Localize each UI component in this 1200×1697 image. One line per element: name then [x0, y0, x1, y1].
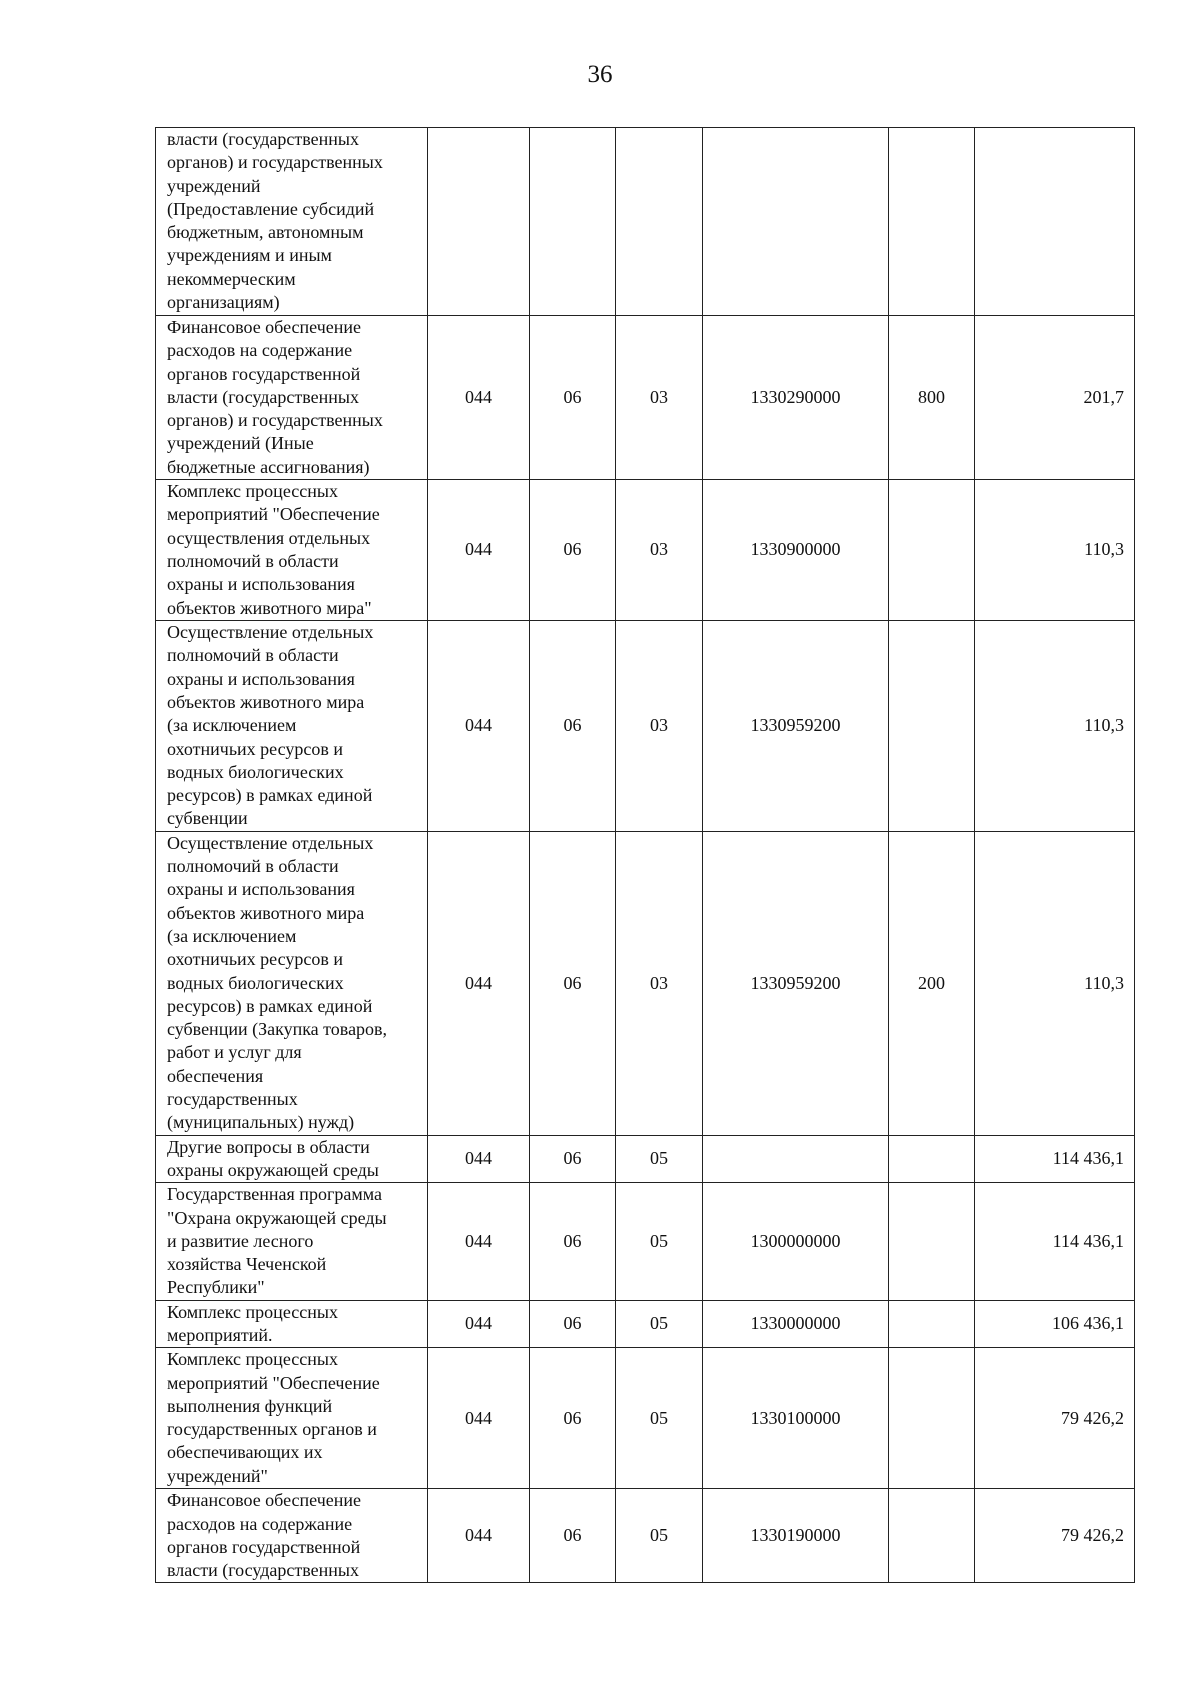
section-cell: 06 — [530, 621, 616, 832]
grbs-cell: 044 — [428, 316, 530, 480]
subsection-cell: 05 — [616, 1300, 703, 1348]
table-row — [156, 128, 1135, 316]
grbs-cell: 044 — [428, 1348, 530, 1489]
grbs-cell — [428, 128, 530, 316]
section-cell: 06 — [530, 1489, 616, 1583]
target-article-cell: 1300000000 — [703, 1183, 889, 1300]
section-cell: 06 — [530, 831, 616, 1135]
table-row — [156, 480, 1135, 621]
target-article-cell: 1330290000 — [703, 316, 889, 480]
subsection-cell: 05 — [616, 1348, 703, 1489]
subsection-cell: 05 — [616, 1183, 703, 1300]
table-row — [156, 1489, 1135, 1583]
table-row — [156, 1300, 1135, 1348]
target-article-cell: 1330959200 — [703, 621, 889, 832]
amount-cell: 79 426,2 — [975, 1348, 1135, 1489]
amount-cell: 106 436,1 — [975, 1300, 1135, 1348]
subsection-cell: 03 — [616, 316, 703, 480]
row-name-cell: Государственная программа "Охрана окружающей среды и развитие лесного хозяйства Чеченской Республики" — [156, 1183, 428, 1300]
expense-type-cell — [889, 480, 975, 621]
table-row — [156, 1348, 1135, 1489]
amount-cell: 201,7 — [975, 316, 1135, 480]
subsection-cell: 03 — [616, 480, 703, 621]
grbs-cell: 044 — [428, 1489, 530, 1583]
section-cell: 06 — [530, 316, 616, 480]
page-number: 36 — [587, 61, 613, 88]
expense-type-cell — [889, 1348, 975, 1489]
section-cell: 06 — [530, 1348, 616, 1489]
subsection-cell: 03 — [616, 831, 703, 1135]
row-name-cell: Осуществление отдельных полномочий в области охраны и использования объектов животного мира (за исключением охотничьих ресурсов и водных биологических ресурсов) в рамках единой субвенции — [156, 621, 428, 832]
target-article-cell: 1330000000 — [703, 1300, 889, 1348]
amount-cell: 110,3 — [975, 480, 1135, 621]
amount-cell: 110,3 — [975, 831, 1135, 1135]
budget-table — [155, 127, 1135, 1583]
subsection-cell: 05 — [616, 1489, 703, 1583]
expense-type-cell: 800 — [889, 316, 975, 480]
expense-type-cell — [889, 1489, 975, 1583]
grbs-cell: 044 — [428, 480, 530, 621]
amount-cell: 114 436,1 — [975, 1135, 1135, 1183]
table-row — [156, 621, 1135, 832]
section-cell: 06 — [530, 1300, 616, 1348]
grbs-cell: 044 — [428, 1183, 530, 1300]
subsection-cell: 05 — [616, 1135, 703, 1183]
expense-type-cell: 200 — [889, 831, 975, 1135]
target-article-cell: 1330100000 — [703, 1348, 889, 1489]
subsection-cell: 03 — [616, 621, 703, 832]
row-name-cell: Комплекс процессных мероприятий. — [156, 1300, 428, 1348]
subsection-cell — [616, 128, 703, 316]
amount-cell: 79 426,2 — [975, 1489, 1135, 1583]
grbs-cell: 044 — [428, 1300, 530, 1348]
row-name-cell: Финансовое обеспечение расходов на содержание органов государственной власти (государственных органов) и государственных учреждений (Иные бюджетные ассигнования) — [156, 316, 428, 480]
grbs-cell: 044 — [428, 621, 530, 832]
grbs-cell: 044 — [428, 1135, 530, 1183]
section-cell: 06 — [530, 480, 616, 621]
section-cell: 06 — [530, 1135, 616, 1183]
section-cell — [530, 128, 616, 316]
target-article-cell: 1330959200 — [703, 831, 889, 1135]
section-cell: 06 — [530, 1183, 616, 1300]
table-row — [156, 316, 1135, 480]
target-article-cell: 1330190000 — [703, 1489, 889, 1583]
amount-cell: 110,3 — [975, 621, 1135, 832]
amount-cell — [975, 128, 1135, 316]
row-name-cell: Осуществление отдельных полномочий в области охраны и использования объектов животного мира (за исключением охотничьих ресурсов и водных биологических ресурсов) в рамках единой субвенции (Закупка товаров, работ и услуг для обеспечения государственных (муниципальных) нужд) — [156, 831, 428, 1135]
row-name-cell: Финансовое обеспечение расходов на содержание органов государственной власти (государственных — [156, 1489, 428, 1583]
expense-type-cell — [889, 128, 975, 316]
target-article-cell: 1330900000 — [703, 480, 889, 621]
table-row — [156, 831, 1135, 1135]
row-name-cell: Комплекс процессных мероприятий "Обеспечение выполнения функций государственных органов и обеспечивающих их учреждений" — [156, 1348, 428, 1489]
table-row — [156, 1135, 1135, 1183]
expense-type-cell — [889, 1300, 975, 1348]
amount-cell: 114 436,1 — [975, 1183, 1135, 1300]
expense-type-cell — [889, 1183, 975, 1300]
grbs-cell: 044 — [428, 831, 530, 1135]
table-row — [156, 1183, 1135, 1300]
target-article-cell — [703, 1135, 889, 1183]
target-article-cell — [703, 128, 889, 316]
row-name-cell: Другие вопросы в области охраны окружающей среды — [156, 1135, 428, 1183]
row-name-cell: власти (государственных органов) и государственных учреждений (Предоставление субсидий бюджетным, автономным учреждениям и иным некоммерческим организациям) — [156, 128, 428, 316]
row-name-cell: Комплекс процессных мероприятий "Обеспечение осуществления отдельных полномочий в области охраны и использования объектов животного мира" — [156, 480, 428, 621]
expense-type-cell — [889, 1135, 975, 1183]
expense-type-cell — [889, 621, 975, 832]
